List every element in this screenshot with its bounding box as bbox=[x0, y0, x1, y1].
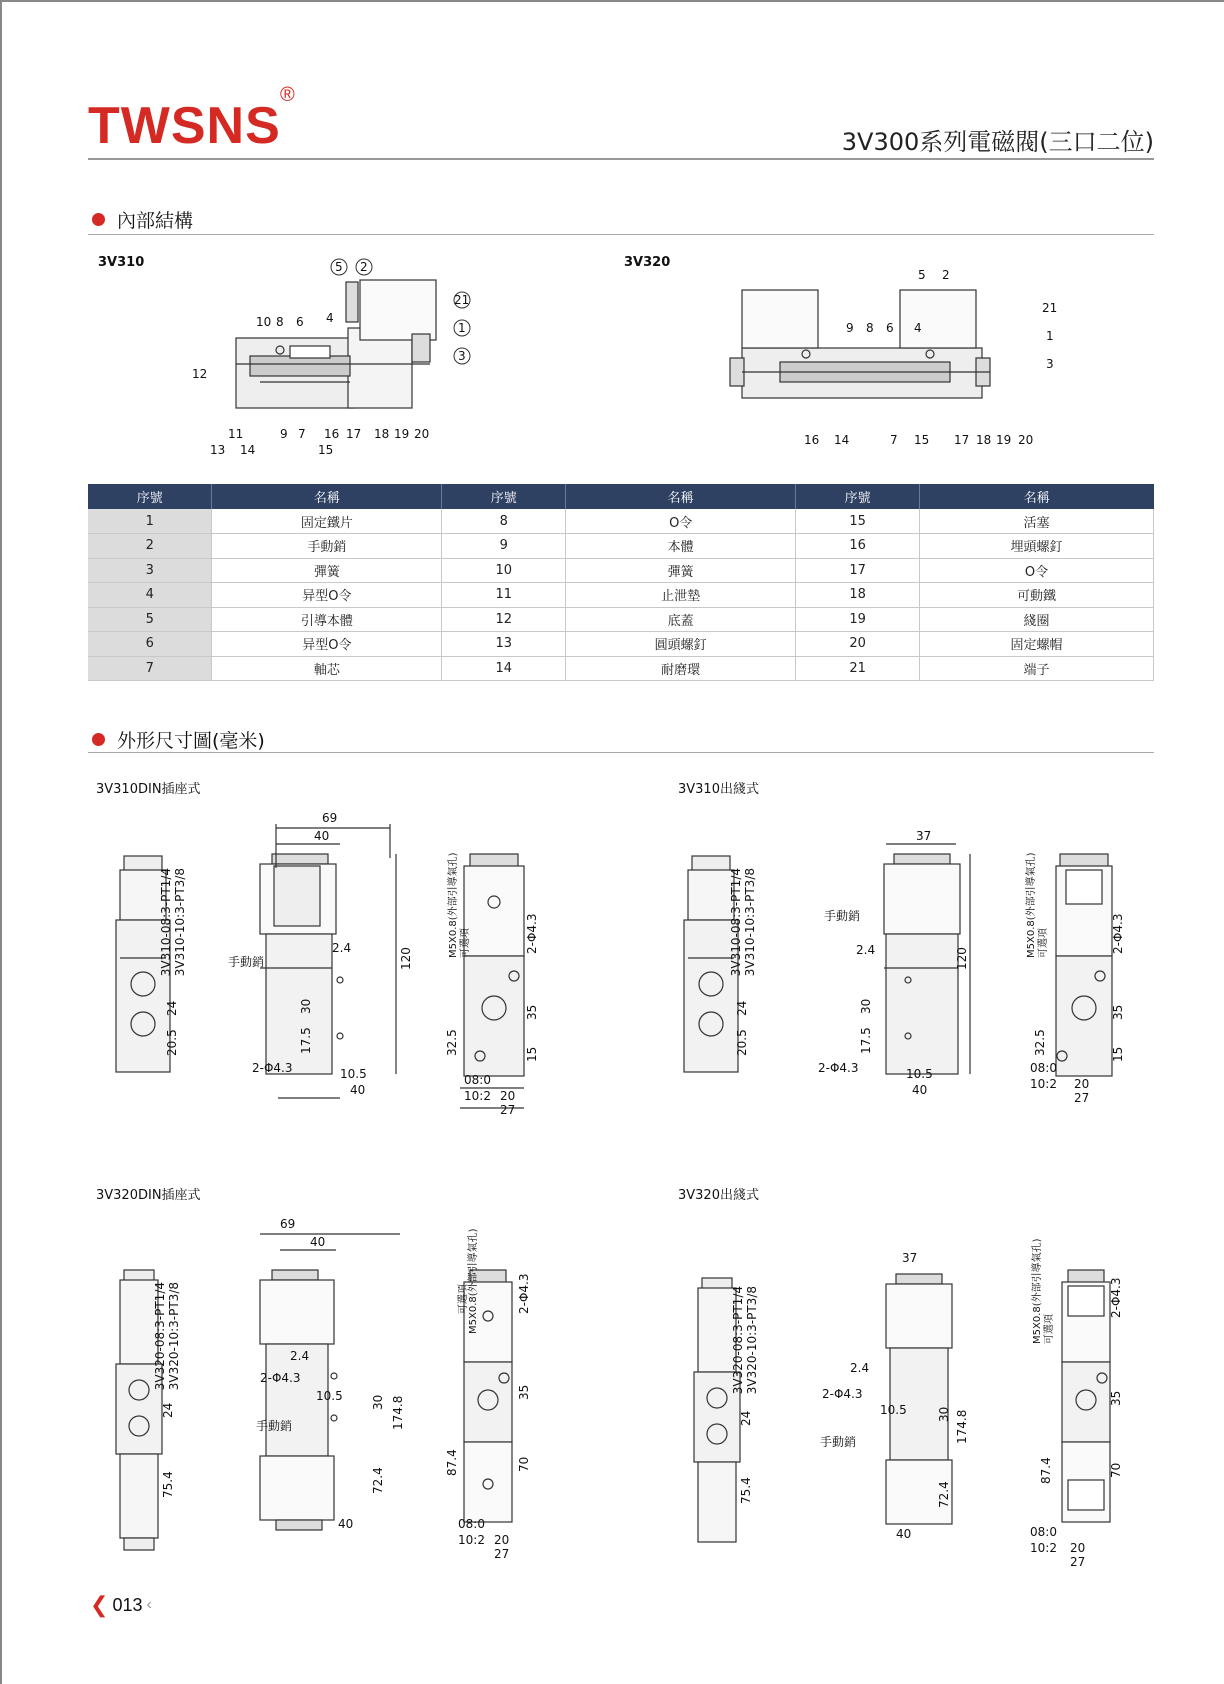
table-cell: 12 bbox=[442, 607, 566, 632]
dim-text: 手動銷 bbox=[824, 909, 861, 923]
table-row bbox=[88, 534, 1154, 559]
table-cell: 圓頭螺釘 bbox=[566, 632, 796, 657]
section-internal-structure bbox=[92, 206, 193, 233]
dim-text: 69 bbox=[322, 811, 338, 825]
svg-text:14: 14 bbox=[240, 443, 256, 457]
dim-text: 手動銷 bbox=[228, 955, 265, 969]
dim-text: 24 bbox=[161, 1402, 175, 1418]
parts-table bbox=[88, 484, 1154, 681]
table-cell: 埋頭螺釘 bbox=[920, 534, 1154, 559]
dim-text: 30 bbox=[937, 1406, 951, 1422]
dim-text: 可選項 bbox=[1038, 928, 1049, 958]
dim-text: 2.4 bbox=[290, 1349, 310, 1363]
table-cell: 1 bbox=[88, 509, 212, 534]
dim-text: 17.5 bbox=[859, 1027, 873, 1054]
svg-text:2: 2 bbox=[942, 268, 950, 282]
section-dimensions-title: 外形尺寸圖(毫米) bbox=[117, 730, 265, 752]
bullet-icon bbox=[92, 213, 105, 226]
dim-text: 70 bbox=[1109, 1462, 1123, 1478]
dim-text: 10:2 bbox=[1030, 1541, 1057, 1555]
table-cell: 固定螺帽 bbox=[920, 632, 1154, 657]
dim-text: 40 bbox=[338, 1517, 354, 1531]
dim-text: 2.4 bbox=[332, 941, 352, 955]
dim-text: 08:0 bbox=[1030, 1061, 1057, 1075]
svg-text:20: 20 bbox=[414, 427, 430, 441]
dim-text: 2-Φ4.3 bbox=[818, 1061, 859, 1075]
table-cell: 14 bbox=[442, 656, 566, 681]
dimension-drawings-row1 bbox=[100, 808, 1200, 1128]
port-label: 3V320-10:3-PT3/8 bbox=[745, 1286, 759, 1395]
table-header: 名稱 bbox=[920, 484, 1154, 509]
svg-text:4: 4 bbox=[326, 311, 334, 325]
svg-text:5: 5 bbox=[918, 268, 926, 282]
diagram-3v320-internal bbox=[720, 258, 1060, 458]
dim-text: 20.5 bbox=[165, 1029, 179, 1056]
dim-text: 40 bbox=[912, 1083, 928, 1097]
dim-text: 174.8 bbox=[955, 1409, 969, 1444]
svg-text:8: 8 bbox=[866, 321, 874, 335]
svg-text:18: 18 bbox=[374, 427, 390, 441]
svg-text:9: 9 bbox=[846, 321, 854, 335]
registered-mark: ® bbox=[280, 84, 295, 106]
dim-text: 10:2 bbox=[464, 1089, 491, 1103]
table-cell: 20 bbox=[796, 632, 920, 657]
svg-text:21: 21 bbox=[454, 293, 470, 307]
svg-text:16: 16 bbox=[804, 433, 820, 447]
table-cell: 端子 bbox=[920, 656, 1154, 681]
table-cell: 8 bbox=[442, 509, 566, 534]
dim-text: 30 bbox=[299, 998, 313, 1014]
dim-text: 20.5 bbox=[735, 1029, 749, 1056]
dim-text: 2.4 bbox=[850, 1361, 870, 1375]
brand-logo: TWSNS bbox=[88, 97, 281, 155]
drawing-label-3v310-wire: 3V310出綫式 bbox=[678, 782, 759, 797]
dim-text: 10:2 bbox=[1030, 1077, 1057, 1091]
dim-text: 69 bbox=[280, 1217, 296, 1231]
table-row bbox=[88, 656, 1154, 681]
port-label: 3V310-08:3-PT1/4 bbox=[159, 868, 173, 977]
dim-text: 35 bbox=[517, 1384, 531, 1400]
dim-text: 27 bbox=[500, 1103, 516, 1117]
table-cell: 异型O令 bbox=[212, 632, 442, 657]
table-cell: 19 bbox=[796, 607, 920, 632]
table-cell: 13 bbox=[442, 632, 566, 657]
dim-text: M5X0.8(外部引導氣孔) bbox=[1026, 852, 1037, 958]
svg-text:7: 7 bbox=[298, 427, 306, 441]
section-divider bbox=[88, 752, 1154, 753]
dim-text: 40 bbox=[350, 1083, 366, 1097]
dim-text: 70 bbox=[517, 1456, 531, 1472]
dim-text: 120 bbox=[955, 947, 969, 970]
table-header-row bbox=[88, 484, 1154, 509]
dim-text: 87.4 bbox=[1039, 1457, 1053, 1484]
svg-text:8: 8 bbox=[276, 315, 284, 329]
svg-text:9: 9 bbox=[280, 427, 288, 441]
table-cell: 21 bbox=[796, 656, 920, 681]
dim-text: 08:0 bbox=[1030, 1525, 1057, 1539]
table-cell: 止泄墊 bbox=[566, 583, 796, 608]
dim-text: 2-Φ4.3 bbox=[252, 1061, 293, 1075]
svg-text:6: 6 bbox=[296, 315, 304, 329]
drawing-label-3v310-din: 3V310DIN插座式 bbox=[96, 782, 201, 797]
dim-text: 08:0 bbox=[458, 1517, 485, 1531]
dim-text: 40 bbox=[310, 1235, 326, 1249]
dim-text: M5X0.8(外部引導氣孔) bbox=[1032, 1238, 1043, 1344]
dim-text: 30 bbox=[371, 1394, 385, 1410]
dim-text: 24 bbox=[735, 1000, 749, 1016]
svg-text:7: 7 bbox=[890, 433, 898, 447]
dim-text: 27 bbox=[494, 1547, 510, 1561]
dim-text: 27 bbox=[1074, 1091, 1090, 1105]
port-label: 3V320-08:3-PT1/4 bbox=[153, 1282, 167, 1391]
dim-text: 75.4 bbox=[739, 1477, 753, 1504]
dim-text: 可選項 bbox=[460, 928, 471, 958]
svg-text:5: 5 bbox=[335, 260, 343, 274]
table-cell: 彈簧 bbox=[566, 558, 796, 583]
table-header: 名稱 bbox=[212, 484, 442, 509]
dim-text: 40 bbox=[896, 1527, 912, 1541]
section-divider bbox=[88, 234, 1154, 235]
table-cell: 15 bbox=[796, 509, 920, 534]
table-cell: 綫圈 bbox=[920, 607, 1154, 632]
port-label: 3V310-10:3-PT3/8 bbox=[743, 868, 757, 977]
chevron-left-icon: ❮ bbox=[90, 1592, 109, 1617]
table-cell: 7 bbox=[88, 656, 212, 681]
dim-text: 10.5 bbox=[880, 1403, 907, 1417]
table-header: 序號 bbox=[88, 484, 212, 509]
svg-text:6: 6 bbox=[886, 321, 894, 335]
dim-text: 15 bbox=[525, 1046, 539, 1062]
dim-text: 20 bbox=[1070, 1541, 1086, 1555]
svg-text:17: 17 bbox=[346, 427, 362, 441]
page-title: 3V300系列電磁閥(三口二位) bbox=[841, 128, 1154, 156]
table-header: 名稱 bbox=[566, 484, 796, 509]
svg-text:16: 16 bbox=[324, 427, 340, 441]
table-cell: O令 bbox=[566, 509, 796, 534]
port-label: 3V310-10:3-PT3/8 bbox=[173, 868, 187, 977]
table-cell: 11 bbox=[442, 583, 566, 608]
svg-text:15: 15 bbox=[318, 443, 334, 457]
table-cell: 彈簧 bbox=[212, 558, 442, 583]
dim-text: 可選項 bbox=[1044, 1314, 1055, 1344]
bullet-icon bbox=[92, 733, 105, 746]
table-cell: 2 bbox=[88, 534, 212, 559]
section-dimensions bbox=[92, 726, 265, 753]
table-row bbox=[88, 632, 1154, 657]
dim-text: 手動銷 bbox=[256, 1419, 293, 1433]
svg-text:19: 19 bbox=[996, 433, 1012, 447]
dim-text: 10.5 bbox=[316, 1389, 343, 1403]
diagram-3v310-callouts bbox=[440, 270, 480, 390]
header-divider bbox=[88, 158, 1154, 160]
page-footer bbox=[90, 1592, 152, 1618]
port-label: 3V310-08:3-PT1/4 bbox=[729, 868, 743, 977]
dim-text: 40 bbox=[314, 829, 330, 843]
table-row bbox=[88, 509, 1154, 534]
table-cell: 引導本體 bbox=[212, 607, 442, 632]
dim-text: 75.4 bbox=[161, 1471, 175, 1498]
dim-text: 10.5 bbox=[340, 1067, 367, 1081]
diagram-3v310-internal bbox=[192, 252, 460, 462]
table-cell: 6 bbox=[88, 632, 212, 657]
table-cell: O令 bbox=[920, 558, 1154, 583]
dim-text: 2.4 bbox=[856, 943, 876, 957]
svg-text:21: 21 bbox=[1042, 301, 1058, 315]
dim-text: M5X0.8(外部引導氣孔) bbox=[448, 852, 459, 958]
chevron-left-small-icon: ‹ bbox=[146, 1596, 152, 1613]
svg-text:19: 19 bbox=[394, 427, 410, 441]
svg-text:20: 20 bbox=[1018, 433, 1034, 447]
svg-text:15: 15 bbox=[914, 433, 930, 447]
svg-text:18: 18 bbox=[976, 433, 992, 447]
dim-text: 35 bbox=[1111, 1004, 1125, 1020]
dim-text: 20 bbox=[1074, 1077, 1090, 1091]
dim-text: 32.5 bbox=[1033, 1029, 1047, 1056]
dim-text: 17.5 bbox=[299, 1027, 313, 1054]
port-label: 3V320-10:3-PT3/8 bbox=[167, 1282, 181, 1391]
table-row bbox=[88, 607, 1154, 632]
table-cell: 5 bbox=[88, 607, 212, 632]
svg-text:1: 1 bbox=[458, 321, 466, 335]
table-cell: 4 bbox=[88, 583, 212, 608]
dim-text: 2-Φ4.3 bbox=[260, 1371, 301, 1385]
dim-text: 可選項 bbox=[458, 1284, 469, 1314]
dim-text: 2-Φ4.3 bbox=[525, 913, 539, 954]
table-cell: 16 bbox=[796, 534, 920, 559]
table-cell: 17 bbox=[796, 558, 920, 583]
table-cell: 异型O令 bbox=[212, 583, 442, 608]
svg-text:4: 4 bbox=[914, 321, 922, 335]
svg-text:10: 10 bbox=[256, 315, 272, 329]
model-label-3v320: 3V320 bbox=[624, 255, 671, 270]
table-cell: 10 bbox=[442, 558, 566, 583]
drawing-label-3v320-din: 3V320DIN插座式 bbox=[96, 1188, 201, 1203]
dim-text: 24 bbox=[165, 1000, 179, 1016]
table-header: 序號 bbox=[796, 484, 920, 509]
table-cell: 耐磨環 bbox=[566, 656, 796, 681]
dim-text: 35 bbox=[1109, 1390, 1123, 1406]
table-header: 序號 bbox=[442, 484, 566, 509]
dim-text: 87.4 bbox=[445, 1449, 459, 1476]
svg-text:2: 2 bbox=[360, 260, 368, 274]
dim-text: 174.8 bbox=[391, 1395, 405, 1430]
dim-text: 32.5 bbox=[445, 1029, 459, 1056]
port-label: 3V320-08:3-PT1/4 bbox=[731, 1286, 745, 1395]
dim-text: 2-Φ4.3 bbox=[822, 1387, 863, 1401]
table-row bbox=[88, 558, 1154, 583]
dim-text: 37 bbox=[916, 829, 932, 843]
svg-text:3: 3 bbox=[1046, 357, 1054, 371]
dim-text: 08:0 bbox=[464, 1073, 491, 1087]
svg-text:14: 14 bbox=[834, 433, 850, 447]
page-number: 013 bbox=[112, 1594, 143, 1615]
svg-text:12: 12 bbox=[192, 367, 208, 381]
dimension-drawings-row2 bbox=[100, 1214, 1200, 1574]
dim-text: 30 bbox=[859, 998, 873, 1014]
table-cell: 固定鐵片 bbox=[212, 509, 442, 534]
dim-text: 35 bbox=[525, 1004, 539, 1020]
svg-text:17: 17 bbox=[954, 433, 970, 447]
dim-text: M5X0.8(外部引導氣孔) bbox=[468, 1228, 479, 1334]
dim-text: 10:2 bbox=[458, 1533, 485, 1547]
table-cell: 底蓋 bbox=[566, 607, 796, 632]
drawing-label-3v320-wire: 3V320出綫式 bbox=[678, 1188, 759, 1203]
svg-text:3: 3 bbox=[458, 349, 466, 363]
dim-text: 2-Φ4.3 bbox=[517, 1273, 531, 1314]
table-cell: 可動鐵 bbox=[920, 583, 1154, 608]
model-label-3v310: 3V310 bbox=[98, 255, 145, 270]
dim-text: 15 bbox=[1111, 1046, 1125, 1062]
dim-text: 24 bbox=[739, 1410, 753, 1426]
table-cell: 本體 bbox=[566, 534, 796, 559]
table-cell: 9 bbox=[442, 534, 566, 559]
dim-text: 10.5 bbox=[906, 1067, 933, 1081]
dim-text: 72.4 bbox=[937, 1481, 951, 1508]
dim-text: 37 bbox=[902, 1251, 918, 1265]
svg-text:1: 1 bbox=[1046, 329, 1054, 343]
dim-text: 20 bbox=[494, 1533, 510, 1547]
table-cell: 手動銷 bbox=[212, 534, 442, 559]
table-row bbox=[88, 583, 1154, 608]
dim-text: 72.4 bbox=[371, 1467, 385, 1494]
table-cell: 軸芯 bbox=[212, 656, 442, 681]
table-cell: 活塞 bbox=[920, 509, 1154, 534]
dim-text: 2-Φ4.3 bbox=[1109, 1277, 1123, 1318]
svg-text:13: 13 bbox=[210, 443, 226, 457]
svg-text:11: 11 bbox=[228, 427, 244, 441]
table-cell: 18 bbox=[796, 583, 920, 608]
dim-text: 120 bbox=[399, 947, 413, 970]
table-cell: 3 bbox=[88, 558, 212, 583]
dim-text: 20 bbox=[500, 1089, 516, 1103]
section-internal-title: 內部結構 bbox=[117, 210, 194, 232]
dim-text: 2-Φ4.3 bbox=[1111, 913, 1125, 954]
dim-text: 27 bbox=[1070, 1555, 1086, 1569]
dim-text: 手動銷 bbox=[820, 1435, 857, 1449]
